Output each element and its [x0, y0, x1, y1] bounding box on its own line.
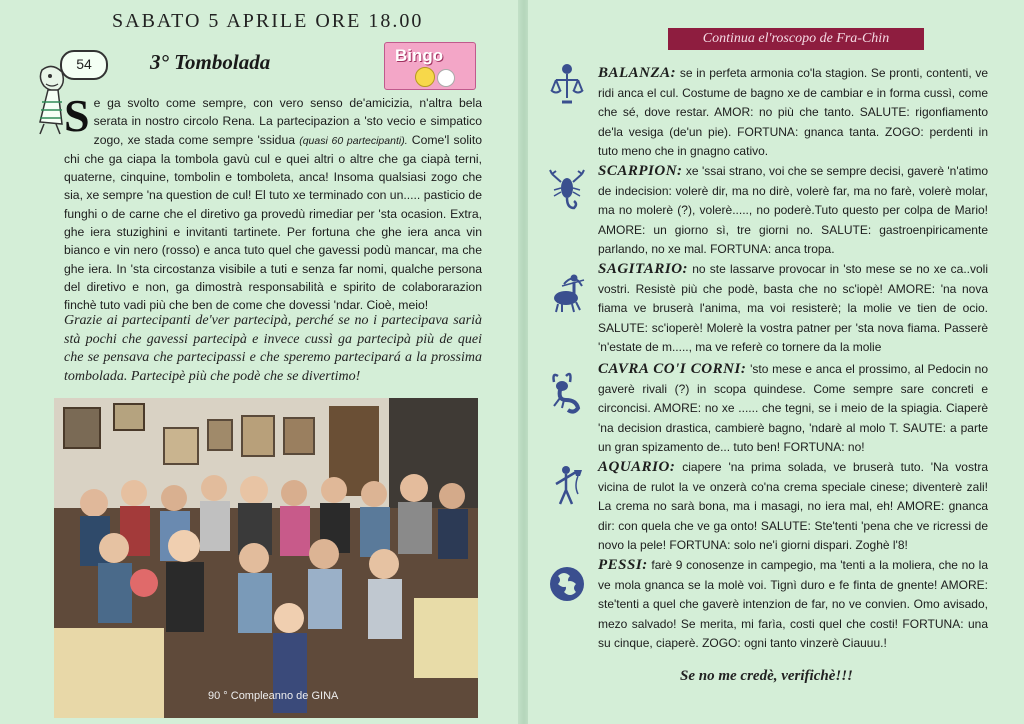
sign-name-scorpio: SCARPION:	[598, 163, 683, 179]
pisces-icon	[548, 562, 586, 606]
sagittarius-icon	[548, 270, 586, 314]
sign-text-sagittarius: no ste lassarve provocar in 'sto mese se no xe ca..voli vostri. Resistè più che podè, basta che no sc'iopè! AMORE: 'na nova fiama ve bruserà l'anima, ma voi resisterè; la molie ve tien de ocio. SALUTE: sc'ioperè! Molerè la vostra patner per 'sta nova fiama. Passerè 'n'estate de m....., ma ve referè co tornere da la molie	[598, 262, 988, 355]
photo-caption: 90 ° Compleanno de GINA	[208, 690, 339, 702]
sign-name-aquarius: AQUARIO:	[598, 459, 676, 475]
closing-line: Se no me credè, verifichè!!!	[680, 668, 853, 684]
bingo-label: Bingo	[395, 46, 444, 65]
group-photo-image	[54, 398, 478, 718]
thanks-paragraph: Grazie ai partecipanti de'ver partecipà, perché se no i partecipava sarià stà pochi che gavessi partecipà e invece cussì ga partecipà più de quei che se pensava che partecipassi e che speremo partecipará a la prossima tombolada. Partecipè più che podè che se divertimo!	[64, 313, 482, 384]
libra-icon	[548, 62, 586, 106]
sign-name-libra: BALANZA:	[598, 65, 677, 81]
sign-pisces	[598, 556, 988, 654]
sign-text-capricorn: 'sto mese e anca el prossimo, al Pedocin no gaverè rivali (?) in scopa quindese. Come sempre sare concreti e circoncisi. AMORE: no xe ...... che tegni, se i meio de la spiagia. Ciaperè 'na decision drastica, cambierè bagno, 'ndarè al molo T. SAUTE: a parte un gran spizamento de... tuto ben! FORTUNA: no!	[598, 362, 988, 455]
sign-name-pisces: PESSI:	[598, 557, 648, 573]
capricorn-icon	[548, 370, 586, 414]
sign-sagittarius	[598, 260, 988, 358]
sign-text-aquarius: ciapere 'na prima solada, ve bruserà tuto. 'Na vostra vicina de rulot la ve onzerà co'na crema speciale cinese; diventerè zali! La crema no sarà bona, ma i masagi, no iera mal, eh! AMORE: gnanca dir: con quela che ve ga onto! SALUTE: Ste'tenti 'pena che ve ricressi de novo la pele! FORTUNA: solo ne'i giorni dispari. Zoghè l'8!	[598, 460, 988, 553]
sign-text-libra: se in perfeta armonia co'la stagion. Se pronti, contenti, ve ridi anca el cul. Costume de bagno xe de cambiar e in forma cussì, come che sé, dove restar. AMOR: no più che tanto. SALUTE: rigonfiamento de'la vesiga (de'un pie). FORTUNA: gnanca tanta. ZOGO: perdenti in tuto meno che in gnagno cativo.	[598, 66, 988, 159]
scorpio-icon	[548, 168, 586, 212]
article-body	[64, 90, 482, 315]
sign-text-scorpio: xe 'ssai strano, voi che se sempre decisi, gaverè 'n'atimo de indecision: volerè dir, ma no dirè, volerè far, ma no farè, volerè molar, ma no molerè (?), volerè....., no poderè.Tuto questo per colpa de Mario! AMORE: un giorno sì, tre giorni no. SALUTE: gastroenpiricamente parlando, no xe mal. FORTUNA: anca tropa.	[598, 164, 988, 257]
drop-cap: S	[64, 90, 90, 141]
sign-name-capricorn: CAVRA CO'I CORNI:	[598, 361, 747, 377]
participants-note: (quasi 60 partecipanti).	[299, 134, 408, 147]
page-number: 54	[76, 56, 92, 72]
aquarius-icon	[548, 464, 586, 508]
sign-text-pisces: farè 9 conosenze in campegio, ma 'tenti a la moliera, che no la ve mola gnanca se la molè voi. Tignì duro e fe finta de gnente! AMORE: ste'tenti a quel che gaverè intenzion de far, no ve convien. Omo avisado, mezo salvado! Se merita, mi farìa, costi quel che costi! FORTUNA: una su cinque, ciaperè. ZOGO: ogni tanto vinzerè Ciauuu.!	[598, 558, 988, 651]
continued-banner	[668, 28, 924, 50]
group-photo	[54, 398, 478, 718]
sign-scorpio	[598, 162, 988, 260]
bingo-ball-icon	[437, 69, 455, 87]
sign-name-sagittarius: SAGITARIO:	[598, 261, 689, 277]
article-body-part2: Come'l solito chi che ga ciapa la tombola gavù cul e quei altri o altre che ga ciapà terni, quaterne, cinquine, tombolin e tomboleta, anca! Insoma qualsiasi zogo che sia, xe sempre 'na question de cul! El tuto xe terminado con un..... pasticio de funghi o de carne che el diretivo ga provedù rimediar per 'sta ocasion. Extra, ghe iera stuzighini e invitanti tartinete. Per fortuna che ghe iera anca vin bianco e vin nero (rosso) e anca tuto quel che gavessi podù mancar, ma che ghe iera. In 'sta circostanza visibile a tuti e senza far nomi, qualche persona del diretivo e non, ga dimostrà responsabilità e spirito de colaborarazion finchè tuto vadi più che ben de come che dovessi 'ndar. Cioè, meio!	[64, 132, 482, 313]
bingo-ball-icon	[415, 67, 435, 87]
article-body-part1: e ga svolto come sempre, con vero senso de'amicizia, n'altra bela serata in nostro circolo Rena. La partecipazion a 'sto vecio e simpatico zogo, xe stada come sempre 'ssidua	[93, 96, 482, 147]
article-title: 3° Tombolada	[150, 50, 271, 74]
sign-capricorn	[598, 360, 988, 458]
continued-label: Continua el'roscopo de Fra-Chin	[702, 31, 890, 46]
event-date-header: SABATO 5 APRILE ORE 18.00	[112, 10, 424, 32]
bingo-logo	[384, 42, 476, 90]
sign-libra	[598, 64, 988, 162]
sign-aquarius	[598, 458, 988, 556]
